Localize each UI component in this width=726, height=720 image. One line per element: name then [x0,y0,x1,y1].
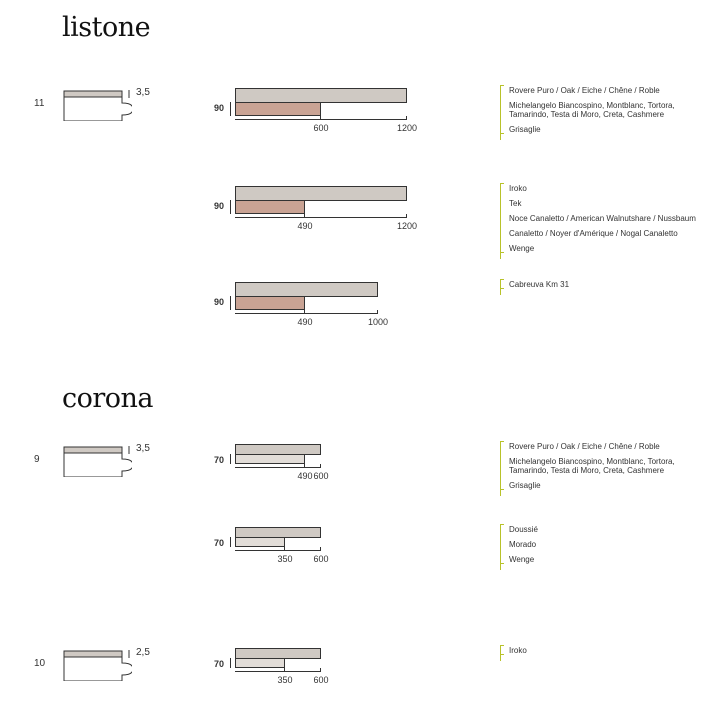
wood-species-list [500,441,705,496]
max-length-bar [235,186,407,201]
min-length-bar [235,102,321,116]
length-label: 490 [297,471,313,481]
wood-species-item: Cabreuva Km 31 [509,280,570,289]
length-label: 600 [313,554,329,564]
length-tick [320,464,321,468]
wood-species-item: Wenge [509,555,535,564]
wood-species-item: Rovere Puro / Oak / Eiche / Chêne / Roble [509,86,660,95]
min-length-bar [235,454,305,464]
wood-species-list [500,279,705,295]
wood-species-item: Wenge [509,244,535,253]
length-label: 600 [313,123,329,133]
length-tick [406,116,407,120]
bracket-cap [500,563,504,564]
length-label: 600 [313,675,329,685]
wood-species-item: Grisaglie [509,125,541,134]
wood-species-item: Doussié [509,525,538,534]
section-title-corona: corona [62,383,154,414]
length-label: 600 [313,471,329,481]
length-tick [377,310,378,314]
wood-species-item: Canaletto / Noyer d'Amérique / Nogal Canaletto [509,229,678,238]
width-label: 70 [214,659,225,669]
plank-profile-icon [62,445,132,477]
width-label: 70 [214,538,225,548]
length-axis [235,119,407,120]
width-label: 70 [214,455,225,465]
section-title-listone: listone [62,12,151,43]
length-label: 490 [297,221,313,231]
length-tick [284,668,285,672]
width-label: 90 [214,297,225,307]
min-length-bar [235,537,285,547]
min-length-bar [235,296,305,310]
length-axis [235,313,378,314]
thickness-label: 9 [34,454,40,465]
top-layer-label: 3,5 [136,87,150,98]
min-length-bar [235,658,285,668]
width-tick [230,658,231,668]
wood-species-item: Iroko [509,646,527,655]
wood-species-item: Grisaglie [509,481,541,490]
wood-species-list [500,645,705,661]
plank-profile-icon [62,89,132,121]
wood-species-item: Michelangelo Biancospino, Montblanc, Tortora, Tamarindo, Testa di Moro, Creta, Cashmere [509,101,675,119]
bracket-cap [500,441,504,442]
wood-species-list [500,183,705,259]
thickness-label: 11 [34,98,45,109]
top-layer-label: 2,5 [136,647,150,658]
length-tick [320,547,321,551]
length-tick [284,547,285,551]
length-tick [304,214,305,218]
bracket-cap [500,252,504,253]
length-axis [235,671,321,672]
length-label: 1200 [396,123,418,133]
length-label: 1000 [367,317,389,327]
wood-species-item: Rovere Puro / Oak / Eiche / Chêne / Roble [509,442,660,451]
bracket-cap [500,279,504,280]
wood-species-item: Tek [509,199,522,208]
length-axis [235,467,321,468]
wood-species-list [500,524,705,570]
bracket-cap [500,524,504,525]
wood-species-item: Iroko [509,184,527,193]
bracket-cap [500,85,504,86]
length-axis [235,217,407,218]
bracket-cap [500,645,504,646]
top-layer-label: 3,5 [136,443,150,454]
wood-species-item: Morado [509,540,537,549]
width-tick [230,537,231,547]
wood-species-item: Noce Canaletto / American Walnutshare / Nussbaum [509,214,696,223]
length-tick [304,310,305,314]
length-tick [304,464,305,468]
max-length-bar [235,88,407,103]
thickness-label: 10 [34,658,46,669]
length-label: 350 [277,554,293,564]
length-label: 1200 [396,221,418,231]
plank-profile-icon [62,649,132,681]
width-tick [230,200,231,214]
bracket-cap [500,654,504,655]
width-tick [230,102,231,116]
wood-species-item: Michelangelo Biancospino, Montblanc, Tortora, Tamarindo, Testa di Moro, Creta, Cashmere [509,457,675,475]
width-tick [230,454,231,464]
bracket-cap [500,133,504,134]
wood-species-list [500,85,705,140]
length-label: 350 [277,675,293,685]
width-label: 90 [214,201,225,211]
length-axis [235,550,321,551]
length-label: 490 [297,317,313,327]
length-tick [320,668,321,672]
bracket-cap [500,288,504,289]
max-length-bar [235,282,378,297]
bracket-cap [500,489,504,490]
length-tick [320,116,321,120]
min-length-bar [235,200,305,214]
bracket-cap [500,183,504,184]
length-tick [406,214,407,218]
width-tick [230,296,231,310]
width-label: 90 [214,103,225,113]
